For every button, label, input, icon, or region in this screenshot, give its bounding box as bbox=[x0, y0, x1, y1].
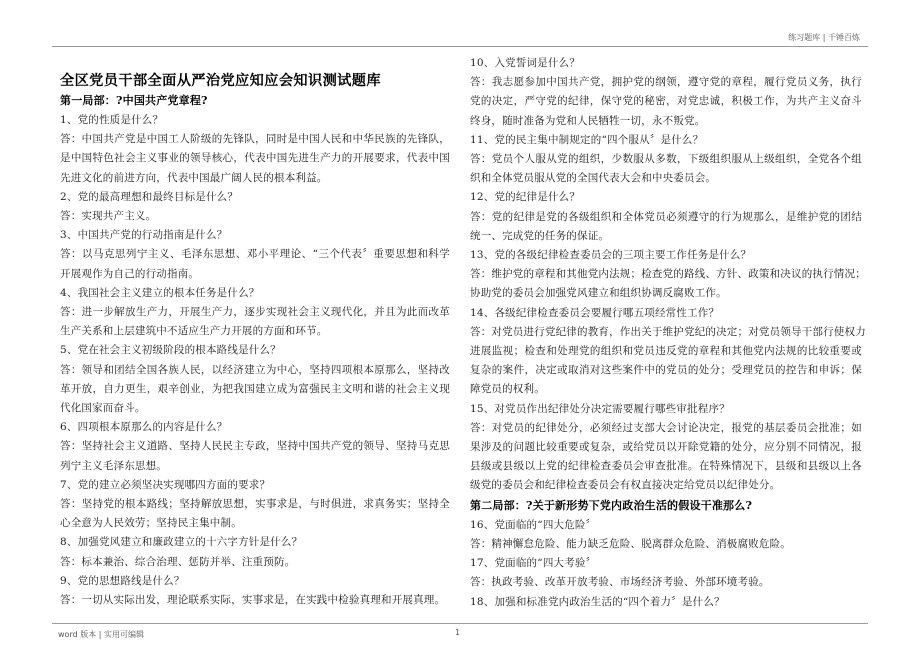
question-line: 4、我国社会主义建立的根本任务是什么？ bbox=[60, 286, 260, 299]
answer-line: 代化国家而奋斗。 bbox=[60, 402, 146, 414]
answer-line: 答：对党员进行党纪律的教育，作出关于维护党纪的决定；对党员领导干部行使权力 bbox=[470, 325, 866, 338]
answer-line: 障党员的权利。 bbox=[470, 383, 545, 396]
answer-line: 答：以马克思列宁主义、毛泽东思想、邓小平理论、“三个代表〞重要思想和科学 bbox=[60, 248, 450, 261]
question-line: 8、加强党风建立和廉政建立的十六字方针是什么？ bbox=[60, 536, 303, 549]
header-tag: 练习题库 | 千锤百炼 bbox=[788, 33, 860, 42]
answer-line: 党的决定，严守党的纪律，保守党的秘密，对党忠诚，积极工作，为共产主义奋斗 bbox=[470, 95, 862, 108]
question-line: 17、党面临的“四大考验〞 bbox=[470, 557, 597, 570]
answer-line: 果涉及的问题比较重要或复杂，或给党员以开除党籍的处分，应分别不同情况，报 bbox=[470, 441, 862, 453]
answer-line: 答：精神懈怠危险、能力缺乏危险、脱离群众危险、消极腐败危险。 bbox=[470, 538, 791, 550]
answer-line: 县级或县级以上党的纪律检查委员会审查批准。在特殊情况下，县级和县级以上各 bbox=[470, 460, 862, 473]
section-heading-2: 第二局部：?关于新形势下党内政治生活的假设干准那么? bbox=[470, 498, 753, 512]
answer-line: 革开放，自力更生，艰辛创业，为把我国建立成为富强民主文明和谐的社会主义现 bbox=[60, 382, 450, 395]
answer-line: 心全意为人民效劳；坚持民主集中制。 bbox=[60, 517, 242, 530]
answer-line: 答：领导和团结全国各族人民，以经济建立为中心，坚持四项根本原那么，坚持改 bbox=[60, 363, 450, 376]
question-line: 6、四项根本原那么的内容是什么？ bbox=[60, 421, 228, 434]
question-line: 13、党的各级纪律检查委员会的三项主要工作任务是什么？ bbox=[470, 249, 752, 261]
answer-line: 答：坚持党的根本路线；坚持解放思想，实事求是，与时俱进，求真务实；坚持全 bbox=[60, 498, 450, 510]
header-divider bbox=[52, 46, 868, 47]
answer-line: 级党的委员会和纪律检查委员会有权直接决定给党员以纪律处分。 bbox=[470, 479, 781, 492]
answer-line: 答：标本兼治、综合治理、惩防并举、注重预防。 bbox=[60, 555, 296, 568]
page-number: 1 bbox=[455, 628, 461, 637]
answer-line: 答：执政考验、改革开放考验、市场经济考验、外部环境考验。 bbox=[470, 576, 770, 589]
question-line: 3、中国共产党的行动指南是什么？ bbox=[60, 229, 228, 242]
answer-line: 生产关系和上层建筑中不适应生产力开展的方面和环节。 bbox=[60, 325, 328, 338]
answer-line: 先进文化的前进方向，代表中国最广阔人民的根本利益。 bbox=[60, 171, 328, 184]
answer-line: 统一、完成党的任务的保证。 bbox=[470, 229, 610, 242]
answer-line: 答：实现共产主义。 bbox=[60, 210, 157, 222]
answer-line: 答：维护党的章程和其他党内法规；检查党的路线、方针、政策和决议的执行情况； bbox=[470, 268, 866, 281]
question-line: 18、加强和标准党内政治生活的“四个着力〞是什么？ bbox=[470, 595, 725, 608]
question-line: 16、党面临的“四大危险〞 bbox=[470, 518, 597, 531]
answer-line: 列宁主义毛泽东思想。 bbox=[60, 459, 167, 472]
answer-line: 答：中国共产党是中国工人阶级的先锋队，同时是中国人民和中华民族的先锋队， bbox=[60, 133, 450, 146]
question-line: 1、党的性质是什么？ bbox=[60, 114, 164, 126]
answer-line: 答：进一步解放生产力，开展生产力，逐步实现社会主义现代化，并且为此而改革 bbox=[60, 306, 450, 318]
question-line: 5、党在社会主义初级阶段的根本路线是什么？ bbox=[60, 344, 281, 357]
footer-note: word 版本 | 实用可编辑 bbox=[58, 630, 144, 639]
section-heading-1: 第一局部：?中国共产党章程? bbox=[60, 94, 208, 107]
question-line: 9、党的思想路线是什么？ bbox=[60, 574, 185, 587]
question-line: 10、入党誓词是什么？ bbox=[470, 57, 581, 69]
answer-line: 答：对党员的纪律处分，必须经过支部大会讨论决定，报党的基层委员会批准；如 bbox=[470, 421, 862, 434]
footer-divider bbox=[52, 623, 868, 624]
answer-line: 答：党的纪律是党的各级组织和全体党员必须遵守的行为规那么，是维护党的团结 bbox=[470, 210, 862, 223]
answer-line: 织和全体党员服从党的全国代表大会和中央委员会。 bbox=[470, 172, 717, 185]
answer-line: 进展监视；检查和处理党的组织和党员违反党的章程和其他党内法规的比较重要或 bbox=[470, 345, 862, 357]
answer-line: 答：坚持社会主义道路、坚持人民民主专政，坚持中国共产党的领导、坚持马克思 bbox=[60, 440, 450, 453]
question-line: 15、对党员作出纪律处分决定需要履行哪些审批程序？ bbox=[470, 402, 730, 415]
answer-line: 终身，随时准备为党和人民牺牲一切，永不叛党。 bbox=[470, 114, 706, 127]
document-title: 全区党员干部全面从严治党应知应会知识测试题库 bbox=[60, 73, 381, 89]
question-line: 7、党的建立必须坚决实现哪四方面的要求？ bbox=[60, 478, 271, 491]
answer-line: 答：党员个人服从党的组织，少数服从多数，下级组织服从上级组织，全党各个组 bbox=[470, 153, 862, 165]
answer-line: 答：我志愿参加中国共产党，拥护党的纲领，遵守党的章程，履行党员义务，执行 bbox=[470, 76, 862, 89]
answer-line: 是中国特色社会主义事业的领导核心，代表中国先进生产力的开展要求，代表中国 bbox=[60, 152, 450, 165]
question-line: 11、党的民主集中制规定的“四个服从〞是什么？ bbox=[470, 133, 704, 146]
answer-line: 协助党的委员会加强党风建立和组织协调反腐败工作。 bbox=[470, 287, 727, 300]
question-line: 12、党的纪律是什么？ bbox=[470, 191, 581, 204]
answer-line: 开展观作为自己的行动指南。 bbox=[60, 267, 200, 280]
answer-line: 答：一切从实际出发，理论联系实际，实事求是，在实践中检验真理和开展真理。 bbox=[60, 594, 446, 606]
answer-line: 复杂的案件，决定或取消对这些案件中的党员的处分；受理党员的控告和申诉；保 bbox=[470, 364, 862, 377]
question-line: 2、党的最高理想和最终目标是什么？ bbox=[60, 190, 239, 203]
question-line: 14、各级纪律检查委员会要履行哪五项经常性工作？ bbox=[470, 306, 720, 319]
